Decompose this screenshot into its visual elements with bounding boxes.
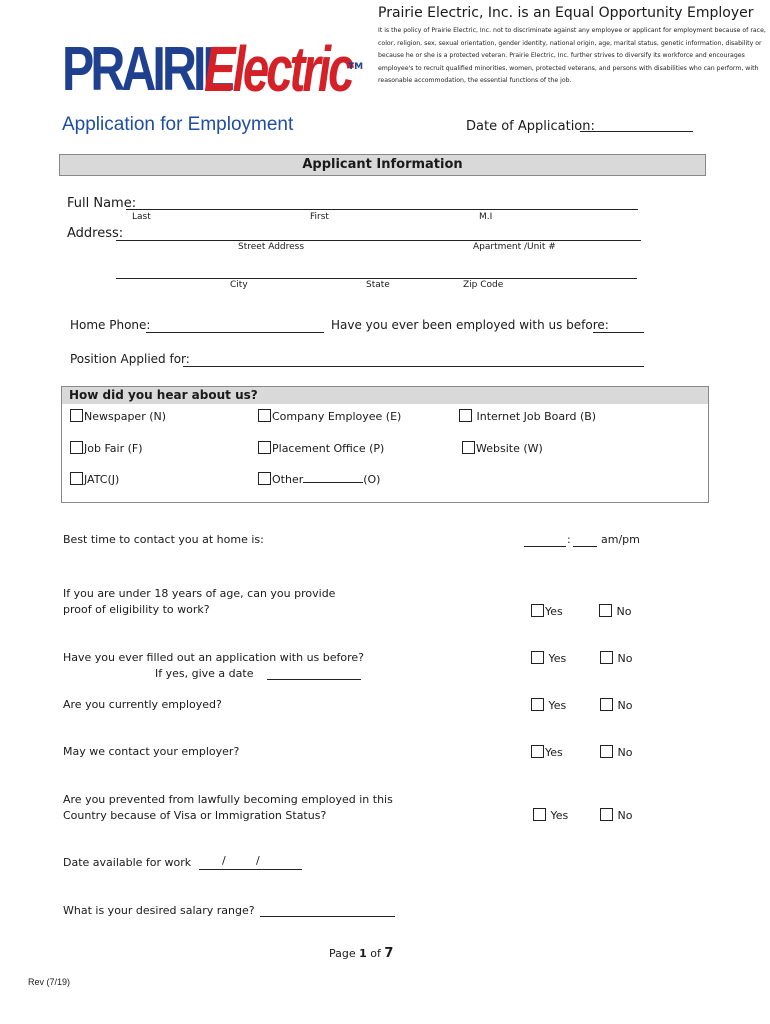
- logo-electric: Electric: [204, 33, 352, 105]
- visa-yes[interactable]: [533, 808, 568, 822]
- option-website[interactable]: [462, 441, 543, 455]
- visa-no[interactable]: [600, 808, 632, 822]
- if-yes-date-label: If yes, give a date: [155, 667, 254, 680]
- policy-text: It is the policy of Prairie Electric, Inc. not to discriminate against any employee or applicant for employment because of race, color, religion, sex, sexual orientation, gender identity, national origin, age, marital status, genetic information, disability or because he or she is a protected veteran. Prairie Electric, Inc. further strives to diversify its workforce and encourages employee's to recruit qualified minorities, women, protected veterans, and persons with disabilities who can perform, with reasonable accommodation, the essential functions of the job.: [378, 27, 766, 85]
- position-applied-label: Position Applied for:: [70, 352, 190, 366]
- option-label: Placement Office (P): [272, 442, 385, 455]
- page-number: 1: [359, 947, 367, 960]
- yes-label: Yes: [545, 746, 563, 759]
- eeo-title: Prairie Electric, Inc. is an Equal Opportunity Employer: [378, 5, 754, 21]
- application-title: Application for Employment: [62, 114, 294, 135]
- contact-employer-yes[interactable]: [531, 745, 563, 759]
- under18-question-line1: If you are under 18 years of age, can you provide: [63, 587, 336, 600]
- position-applied-field[interactable]: [183, 352, 644, 367]
- checkbox[interactable]: [258, 472, 271, 485]
- full-name-field[interactable]: [126, 196, 638, 210]
- checkbox[interactable]: [600, 698, 613, 711]
- city-caption: City: [230, 280, 248, 290]
- full-name-label: Full Name:: [67, 196, 137, 211]
- last-name-caption: Last: [132, 212, 151, 222]
- state-caption: State: [366, 280, 390, 290]
- under18-no[interactable]: [599, 604, 631, 618]
- option-internet-job-board[interactable]: [459, 409, 596, 423]
- previous-application-date-field[interactable]: [267, 667, 361, 680]
- option-company-employee[interactable]: [258, 409, 401, 423]
- salary-range-field[interactable]: [260, 903, 395, 917]
- logo-tm: TM: [348, 62, 364, 72]
- best-time-colon: :: [567, 533, 571, 546]
- apartment-caption: Apartment /Unit #: [473, 242, 556, 252]
- option-label: Company Employee (E): [272, 410, 402, 423]
- contact-employer-no[interactable]: [600, 745, 632, 759]
- date-separator-1: /: [222, 854, 226, 867]
- how-did-you-hear-title: How did you hear about us?: [69, 388, 258, 402]
- zip-caption: Zip Code: [463, 280, 504, 290]
- other-specify-field[interactable]: [303, 472, 363, 483]
- option-job-fair[interactable]: [70, 441, 143, 455]
- filled-before-yes[interactable]: [531, 651, 566, 665]
- middle-initial-caption: M.I: [479, 212, 493, 222]
- page-indicator: [329, 946, 393, 961]
- date-of-application-field[interactable]: [580, 117, 693, 132]
- checkbox[interactable]: [70, 441, 83, 454]
- no-label: No: [617, 809, 633, 822]
- under18-question-line2: proof of eligibility to work?: [63, 603, 210, 616]
- option-label: Newspaper (N): [84, 410, 167, 423]
- visa-question-line2: Country because of Visa or Immigration Status?: [63, 809, 327, 822]
- employed-before-label: Have you ever been employed with us before:: [331, 318, 609, 332]
- employed-before-field[interactable]: [593, 318, 644, 333]
- yes-label: Yes: [548, 699, 567, 712]
- checkbox[interactable]: [258, 441, 271, 454]
- yes-label: Yes: [545, 605, 563, 618]
- date-available-field[interactable]: [199, 856, 302, 870]
- how-did-you-hear-header: [62, 387, 708, 404]
- contact-employer-question: May we contact your employer?: [63, 745, 240, 758]
- checkbox[interactable]: [70, 472, 83, 485]
- no-label: No: [617, 746, 633, 759]
- option-label: Website (W): [476, 442, 543, 455]
- page-total: 7: [384, 946, 394, 961]
- page-prefix: Page: [329, 947, 356, 960]
- home-phone-label: Home Phone:: [70, 318, 151, 332]
- checkbox[interactable]: [258, 409, 271, 422]
- no-label: No: [616, 605, 632, 618]
- checkbox[interactable]: [533, 808, 546, 821]
- under18-yes[interactable]: [531, 604, 563, 618]
- date-available-label: Date available for work: [63, 856, 192, 869]
- checkbox[interactable]: [600, 651, 613, 664]
- company-logo: [62, 33, 364, 112]
- currently-employed-yes[interactable]: [531, 698, 566, 712]
- date-of-application-label: Date of Application:: [466, 119, 595, 134]
- currently-employed-question: Are you currently employed?: [63, 698, 222, 711]
- how-did-you-hear-box: [61, 386, 709, 503]
- no-label: No: [617, 699, 633, 712]
- checkbox[interactable]: [599, 604, 612, 617]
- date-separator-2: /: [256, 854, 260, 867]
- checkbox[interactable]: [600, 745, 613, 758]
- page-of: of: [370, 947, 381, 960]
- checkbox[interactable]: [531, 651, 544, 664]
- checkbox[interactable]: [600, 808, 613, 821]
- best-time-hour-field[interactable]: [524, 534, 566, 547]
- option-label: (O): [363, 473, 381, 486]
- checkbox[interactable]: [462, 441, 475, 454]
- option-jatc[interactable]: [70, 472, 119, 486]
- applicant-information-header: Applicant Information: [59, 154, 706, 176]
- street-address-field[interactable]: [116, 227, 641, 241]
- salary-range-label: What is your desired salary range?: [63, 904, 255, 917]
- street-address-caption: Street Address: [238, 242, 305, 252]
- best-time-minute-field[interactable]: [573, 534, 597, 547]
- home-phone-field[interactable]: [146, 318, 324, 333]
- option-label: Other: [272, 473, 304, 486]
- option-label: Internet Job Board (B): [476, 410, 597, 423]
- logo-prairie: PRAIRIE: [62, 35, 231, 104]
- ampm-label: am/pm: [601, 533, 640, 546]
- filled-before-no[interactable]: [600, 651, 632, 665]
- checkbox[interactable]: [531, 604, 544, 617]
- visa-question-line1: Are you prevented from lawfully becoming employed in this: [63, 793, 393, 806]
- option-newspaper[interactable]: [70, 409, 166, 423]
- checkbox[interactable]: [531, 745, 544, 758]
- yes-label: Yes: [550, 809, 569, 822]
- first-name-caption: First: [310, 212, 329, 222]
- filled-before-question: Have you ever filled out an application with us before?: [63, 651, 365, 664]
- no-label: No: [617, 652, 633, 665]
- option-other[interactable]: [258, 472, 380, 486]
- currently-employed-no[interactable]: [600, 698, 632, 712]
- best-time-label: Best time to contact you at home is:: [63, 533, 264, 546]
- option-placement-office[interactable]: [258, 441, 384, 455]
- address-label: Address:: [67, 226, 124, 241]
- yes-label: Yes: [548, 652, 567, 665]
- checkbox[interactable]: [459, 409, 472, 422]
- city-state-zip-field[interactable]: [116, 265, 637, 279]
- checkbox[interactable]: [531, 698, 544, 711]
- option-label: Job Fair (F): [84, 442, 143, 455]
- checkbox[interactable]: [70, 409, 83, 422]
- option-label: JATC(J): [84, 473, 120, 486]
- revision-label: Rev (7/19): [28, 977, 71, 987]
